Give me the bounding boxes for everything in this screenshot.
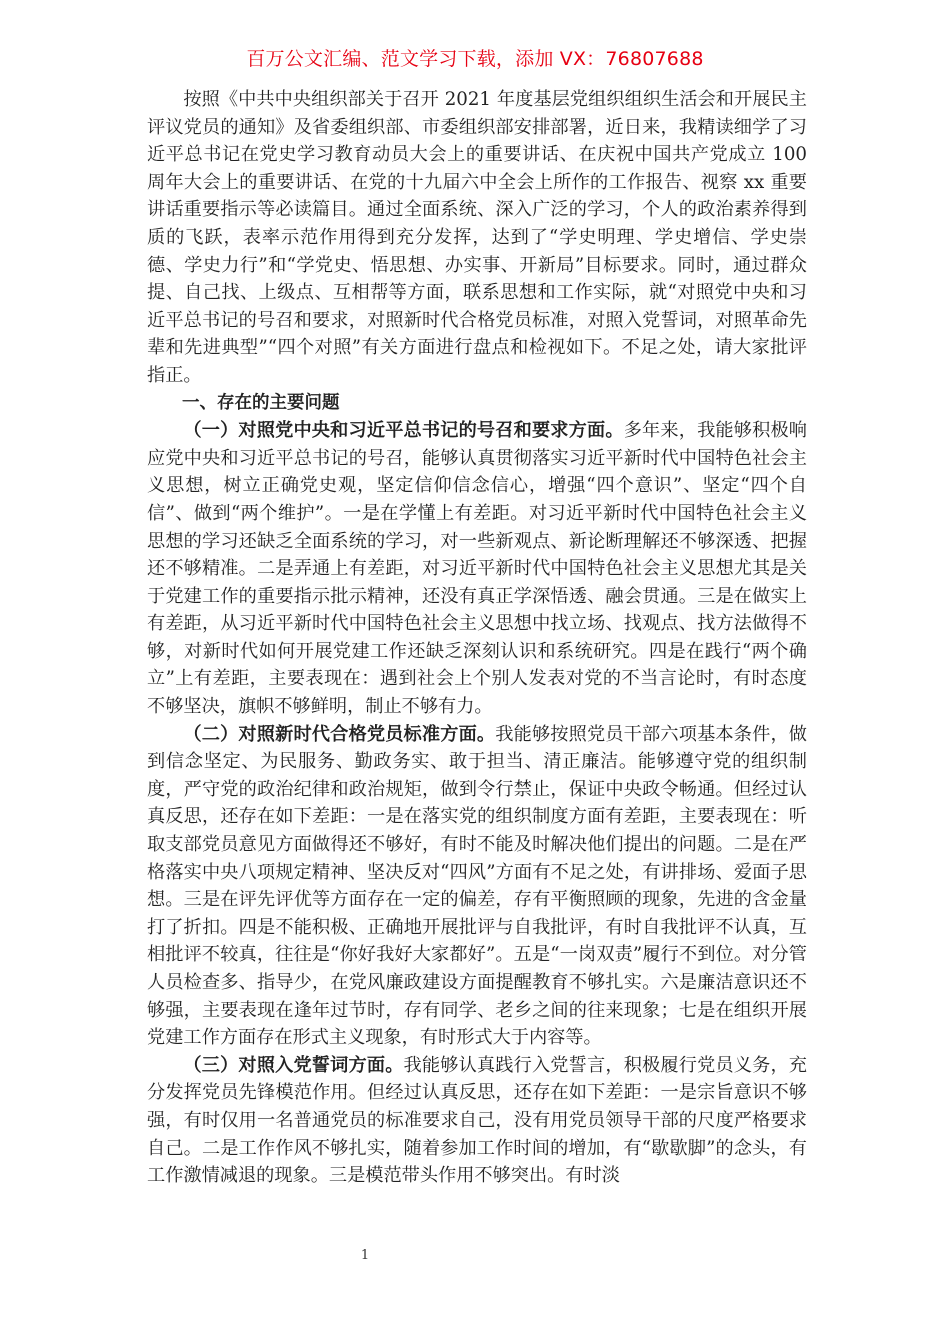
subsection-3-body: 我能够认真践行入党誓言，积极履行党员义务，充分发挥党员先锋模范作用。但经过认真反思，还存在如下差距：一是宗旨意识不够强，有时仅用一名普通党员的标准要求自己，没有用党员领导干部的尺度严格要求自己。二是工作作风不够扎实，随着参加工作时间的增加，有“歇歇脚”的念头，有工作激情减退的现象。三是模范带头作用不够突出。有时淡 (147, 1054, 807, 1187)
subsection-3-lead: （三）对照入党誓词方面。 (183, 1054, 404, 1076)
subsection-3 (147, 1052, 807, 1190)
section-heading: 一、存在的主要问题 (182, 392, 340, 413)
subsection-1-body: 多年来，我能够积极响应党中央和习近平总书记的号召，能够认真贯彻落实习近平新时代中国特色社会主义思想，树立正确党史观，坚定信仰信念信心，增强“四个意识”、坚定“四个自信”、做到“两个维护”。一是在学懂上有差距。对习近平新时代中国特色社会主义思想的学习还缺乏全面系统的学习，对一些新观点、新论断理解还不够深透、把握还不够精准。二是弄通上有差距，对习近平新时代中国特色社会主义思想尤其是关于党建工作的重要指示批示精神，还没有真正学深悟透、融会贯通。三是在做实上有差距，从习近平新时代中国特色社会主义思想中找立场、找观点、找方法做得不够，对新时代如何开展党建工作还缺乏深刻认识和系统研究。四是在践行“两个确立”上有差距，主要表现在：遇到社会上个别人发表对党的不当言论时，有时态度不够坚决，旗帜不够鲜明，制止不够有力。 (147, 420, 807, 718)
document-body (147, 86, 807, 1190)
watermark-banner: 百万公文汇编、范文学习下载，添加 VX：76807688 (246, 48, 704, 70)
subsection-1-lead: （一）对照党中央和习近平总书记的号召和要求方面。 (183, 420, 624, 442)
page-number: 1 (360, 1248, 370, 1263)
subsection-2 (147, 721, 807, 1052)
intro-paragraph: 按照《中共中央组织部关于召开 2021 年度基层党组织组织生活会和开展民主评议党员的通知》及省委组织部、市委组织部安排部署，近日来，我精读细学了习近平总书记在党史学习教育动员大会上的重要讲话、在庆祝中国共产党成立 100 周年大会上的重要讲话、在党的十九届六中全会上所作的工作报告、视察 xx 重要讲话重要指示等必读篇目。通过全面系统、深入广泛的学习，个人的政治素养得到质的飞跃，表率示范作用得到充分发挥，达到了“学史明理、学史增信、学史崇德、学史力行”和“学党史、悟思想、办实事、开新局”目标要求。同时，通过群众提、自己找、上级点、互相帮等方面，联系思想和工作实际，就“对照党中央和习近平总书记的号召和要求，对照新时代合格党员标准，对照入党誓词，对照革命先辈和先进典型”“四个对照”有关方面进行盘点和检视如下。不足之处，请大家批评指正。 (147, 89, 807, 386)
subsection-1 (147, 417, 807, 721)
subsection-2-lead: （二）对照新时代合格党员标准方面。 (183, 723, 496, 745)
subsection-2-body: 我能够按照党员干部六项基本条件，做到信念坚定、为民服务、勤政务实、敢于担当、清正廉洁。能够遵守党的组织制度，严守党的政治纪律和政治规矩，做到令行禁止，保证中央政令畅通。但经过认真反思，还存在如下差距：一是在落实党的组织制度方面有差距，主要表现在：听取支部党员意见方面做得还不够好，有时不能及时解决他们提出的问题。二是在严格落实中央八项规定精神、坚决反对“四风”方面有不足之处，有讲排场、爱面子思想。三是在评先评优等方面存在一定的偏差，存有平衡照顾的现象，先进的含金量打了折扣。四是不能积极、正确地开展批评与自我批评，有时自我批评不认真，互相批评不较真，往往是“你好我好大家都好”。五是“一岗双责”履行不到位。对分管人员检查多、指导少，在党风廉政建设方面提醒教育不够扎实。六是廉洁意识还不够强，主要表现在逢年过节时，存有同学、老乡之间的往来现象；七是在组织开展党建工作方面存在形式主义现象，有时形式大于内容等。 (147, 723, 807, 1049)
